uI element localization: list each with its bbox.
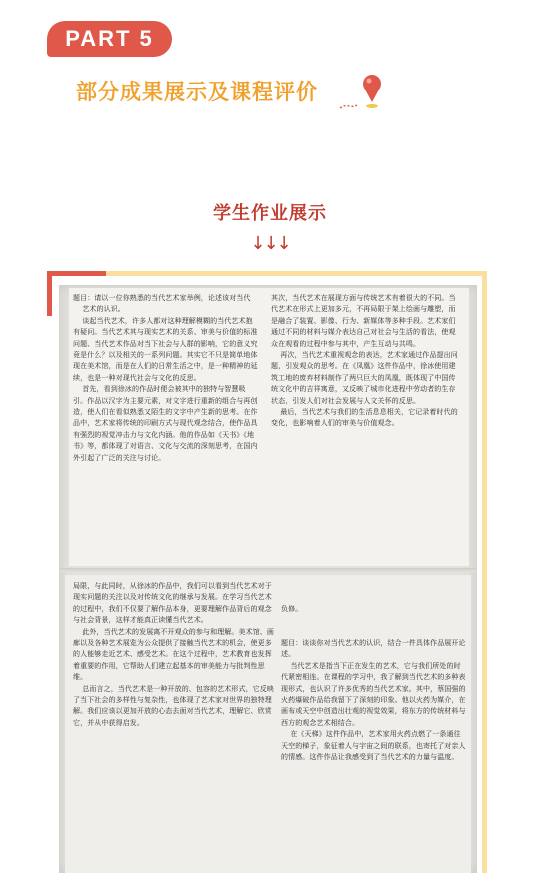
part-badge: PART 5 — [47, 21, 172, 57]
map-pin-icon — [338, 72, 386, 112]
paper-crease — [59, 568, 477, 572]
down-arrows-icon: ↓↓↓ — [250, 233, 290, 254]
subheading: 学生作业展示 — [213, 203, 327, 224]
handwriting-bottom-left: 局限，与此同时，从徐冰的作品中，我们可以看到当代艺术对于现实问题的关注以及对传统文化的继承与发展。在学习当代艺术的过程中，我们不仅要了解作品本身，更要理解作品背后的观念与社会背景，这样才能真正读懂当代艺术。 此外，当代艺术的发展离不开观众的参与和理解。美术馆、画廊以及各种艺术展览为公众提供了接触当代艺术的机会，使更多的人能够走近艺术、感受艺术。在这个过程中，艺术教育也发挥着重要的作用，它帮助人们建立起基本的审美能力与批判性思维。 总而言之，当代艺术是一种开放的、包容的艺术形式，它反映了当下社会的多样性与复杂性，也体现了艺术家对世界的独特理解。我们应该以更加开放的心态去面对当代艺术，理解它、欣赏它，并从中获得启发。 — [73, 582, 275, 727]
handwriting-top-right: 其次，当代艺术在展现方面与传统艺术有着很大的不同。当代艺术在形式上更加多元，不再局限于架上绘画与雕塑，而是融合了装置、影像、行为、新媒体等多种手段。艺术家们通过不同的材料与媒介表达自己对社会与生活的看法，使观众在观看的过程中参与其中，产生互动与共鸣。 再次，当代艺术重视观念的表达，艺术家通过作品提出问题，引发观众的思考。在《凤凰》这件作品中，徐冰使用建筑工地的废弃材料制作了两只巨大的凤凰，既体现了中国传统文化中的吉祥寓意，又反映了城市化进程中劳动者的生存状态，引发人们对社会发展与人文关怀的反思。 最后，当代艺术与我们的生活息息相关，它记录着时代的变化，也影响着人们的审美与价值观念。 — [271, 294, 458, 428]
handwriting-top-left: 题目：请以一位你熟悉的当代艺术家举例，论述该对当代 艺术的认识。 谈起当代艺术，许多人都对这种理解模糊的当代艺术抱有疑问。当代艺术其与现实艺术的关系、审美与价值的标准问题、当代艺术作品对当下社会与人群的影响，它的意义究竟是什么？以及相关的一系列问题。其实它不只是简单地体现在美术馆，而是在人们的日常生活之中，是一种精神的延续，也是一种对现代社会与文化的反思。 首先，看到徐冰的作品时便会被其中的独特与智慧吸引。作品以汉字为主要元素，对文字进行重新的组合与再创造，使人们在看似熟悉又陌生的文字中产生新的思考。在作品中，艺术家将传统的印刷方式与现代观念结合，使作品具有强烈的视觉冲击力与文化内涵。他的作品如《天书》《地书》等，都体现了对语言、文化与交流的深刻思考，在国内外引起了广泛的关注与讨论。 — [73, 294, 258, 462]
homework-photo — [59, 285, 477, 873]
frame-top-bar — [47, 271, 487, 276]
essay-ending: 负修。 — [281, 604, 303, 613]
essay-body: 题目：谈谈你对当代艺术的认识，结合一件具体作品展开论述。 当代艺术是指当下正在发生的艺术，它与我们所处的时代紧密相连。在课程的学习中，我了解到当代艺术的多种表现形式，也认识了许多优秀的当代艺术家。其中，蔡国强的火药爆破作品给我留下了深刻的印象。他以火药为媒介，在画布或天空中创造出壮观的视觉效果，将东方的传统材料与西方的观念艺术相结合。 在《天梯》这件作品中，艺术家用火药点燃了一条通往天空的梯子，象征着人与宇宙之间的联系，也寄托了对亲人的情感。这件作品让我感受到了当代艺术的力量与温度。 — [281, 639, 466, 762]
handwriting-bottom-right — [281, 581, 467, 871]
frame-right-bar — [482, 271, 487, 873]
section-title: 部分成果展示及课程评价 — [76, 80, 318, 104]
